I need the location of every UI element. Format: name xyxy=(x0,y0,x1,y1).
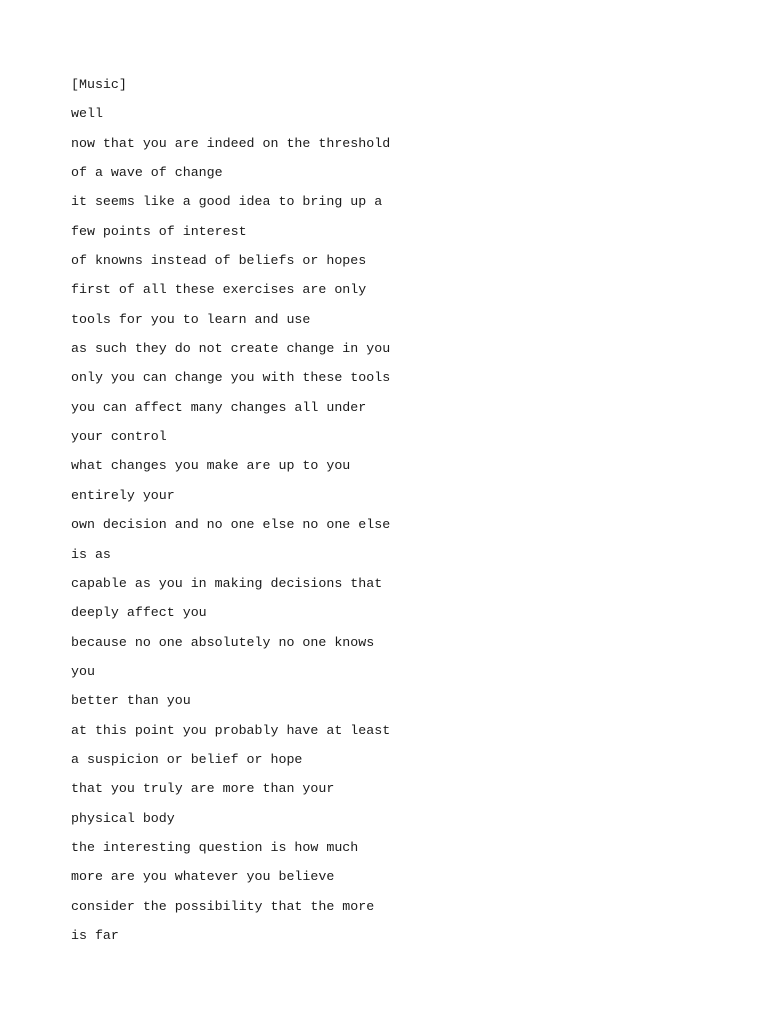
transcript-line: only you can change you with these tools xyxy=(71,370,391,386)
transcript-line: a suspicion or belief or hope xyxy=(71,751,303,767)
transcript-line: few points of interest xyxy=(71,223,247,239)
transcript-line: first of all these exercises are only xyxy=(71,282,367,298)
transcript-line: you xyxy=(71,663,95,679)
transcript-line: more are you whatever you believe xyxy=(71,869,335,885)
transcript-line: at this point you probably have at least xyxy=(71,722,391,738)
transcript-line: [Music] xyxy=(71,77,127,92)
transcript-line: because no one absolutely no one knows xyxy=(71,634,375,650)
transcript-line: you can affect many changes all under xyxy=(71,399,367,415)
transcript-line: better than you xyxy=(71,693,191,709)
transcript-text xyxy=(71,70,390,950)
transcript-line: is far xyxy=(71,927,119,943)
transcript-line: own decision and no one else no one else xyxy=(71,517,391,533)
transcript-line: of a wave of change xyxy=(71,165,223,181)
transcript-line: consider the possibility that the more xyxy=(71,898,375,914)
transcript-line: entirely your xyxy=(71,487,175,503)
transcript-line: it seems like a good idea to bring up a xyxy=(71,194,383,210)
transcript-line: what changes you make are up to you xyxy=(71,458,351,474)
transcript-line: physical body xyxy=(71,810,175,826)
transcript-line: the interesting question is how much xyxy=(71,839,359,855)
transcript-line: your control xyxy=(71,429,167,445)
transcript-line: tools for you to learn and use xyxy=(71,311,311,327)
transcript-line: now that you are indeed on the threshold xyxy=(71,135,391,151)
transcript-line: as such they do not create change in you xyxy=(71,341,391,357)
transcript-line: well xyxy=(71,106,103,122)
transcript-line: deeply affect you xyxy=(71,605,207,621)
transcript-line: of knowns instead of beliefs or hopes xyxy=(71,253,367,269)
transcript-line: is as xyxy=(71,546,111,562)
transcript-line: capable as you in making decisions that xyxy=(71,575,383,591)
transcript-line: that you truly are more than your xyxy=(71,781,335,797)
